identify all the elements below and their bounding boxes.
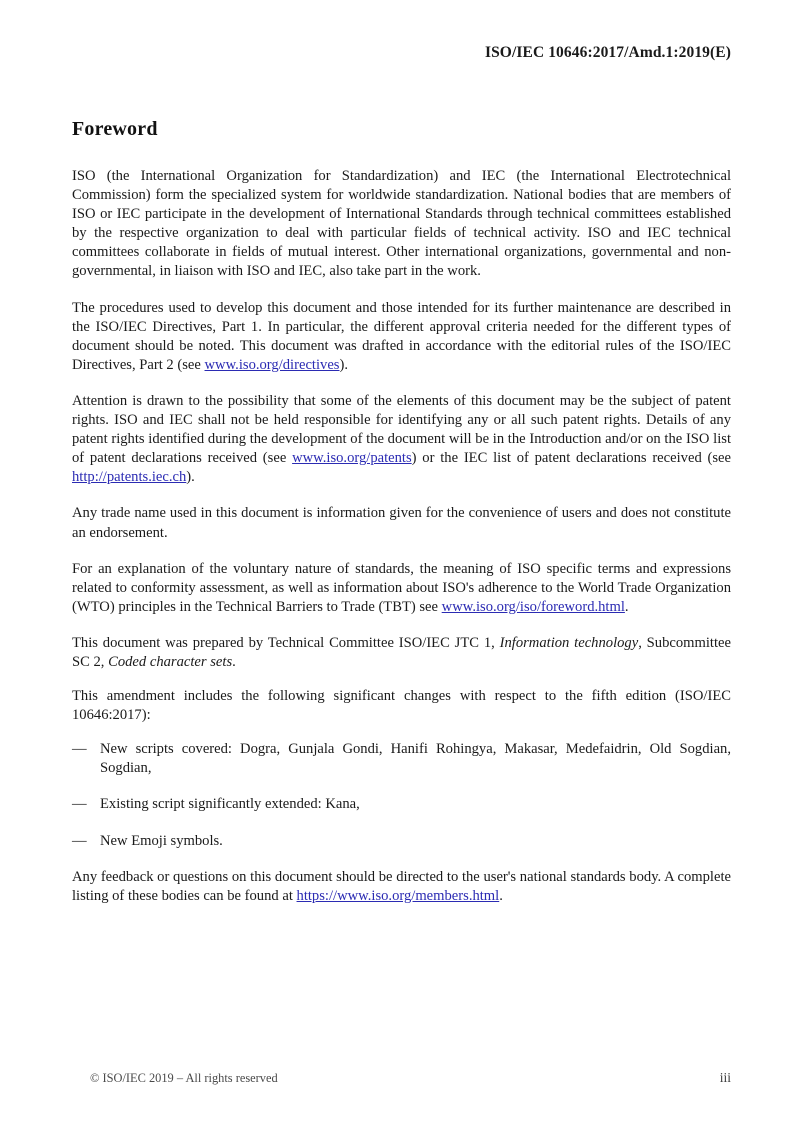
change-list bbox=[72, 740, 731, 850]
paragraph-patent-rights-text-b: ) or the IEC list of patent declarations received (see bbox=[411, 450, 731, 467]
footer-page-number: iii bbox=[719, 1070, 731, 1085]
paragraph-patent-rights-text-c: ). bbox=[186, 469, 195, 486]
list-item bbox=[72, 832, 731, 851]
em-dash-bullet-icon: — bbox=[72, 741, 87, 758]
page-footer bbox=[90, 1070, 731, 1086]
link-iec-patents[interactable]: http://patents.iec.ch bbox=[72, 469, 187, 486]
link-iso-members[interactable]: https://www.iso.org/members.html bbox=[296, 887, 500, 904]
link-iso-patents[interactable]: www.iso.org/patents bbox=[292, 450, 412, 467]
list-item-label: New Emoji symbols. bbox=[100, 832, 223, 849]
paragraph-trade-name: Any trade name used in this document is information given for the convenience of users and does not constitute an endorsement. bbox=[72, 505, 731, 541]
link-iso-directives[interactable]: www.iso.org/directives bbox=[204, 356, 340, 373]
paragraph-patent-rights bbox=[72, 392, 731, 487]
list-item bbox=[72, 795, 731, 814]
subcommittee-title-coded-character-sets: Coded character sets bbox=[108, 653, 233, 670]
paragraph-scope-of-iso-iec: ISO (the International Organization for Standardization) and IEC (the International Electrotechnical Commission) form the specialized system for worldwide standardization. National bodies that are members of ISO or IEC participate in the development of International Standards through technical committees established by the respective organization to deal with particular fields of technical activity. ISO and IEC technical committees collaborate in fields of mutual interest. Other international organizations, governmental and non-governmental, in liaison with ISO and IEC, also take part in the work. bbox=[72, 168, 731, 280]
list-item bbox=[72, 740, 731, 778]
paragraph-voluntary-nature-tail: . bbox=[624, 598, 629, 615]
paragraph-committee-text-b: , Subcommittee SC 2, bbox=[72, 634, 731, 670]
document-content bbox=[72, 118, 731, 923]
em-dash-bullet-icon: — bbox=[72, 832, 87, 849]
paragraph-procedures-tail: ). bbox=[339, 356, 349, 373]
paragraph-amendment-intro: This amendment includes the following significant changes with respect to the fifth edition (ISO/IEC 10646:2017): bbox=[72, 688, 731, 724]
paragraph-feedback bbox=[72, 868, 731, 906]
paragraph-procedures bbox=[72, 299, 731, 375]
list-item-label: Existing script significantly extended: Kana, bbox=[100, 796, 360, 813]
paragraph-committee bbox=[72, 634, 731, 672]
paragraph-voluntary-nature bbox=[72, 560, 731, 617]
paragraph-committee-text-a: This document was prepared by Technical Committee ISO/IEC JTC 1, bbox=[72, 634, 500, 651]
paragraph-committee-text-c: . bbox=[232, 653, 236, 670]
paragraph-patent-rights-text-a: Attention is drawn to the possibility that some of the elements of this document may be the subject of patent rights. ISO and IEC shall not be held responsible for identifying any or all such patent rights. Details of any patent rights identified during the development of the document will be in the Introduction and/or on the ISO list of patent declarations received (see bbox=[72, 392, 731, 467]
footer-copyright: © ISO/IEC 2019 – All rights reserved bbox=[90, 1071, 278, 1085]
paragraph-feedback-tail: . bbox=[499, 887, 503, 904]
paragraph-procedures-text: The procedures used to develop this document and those intended for its further maintenance are described in the ISO/IEC Directives, Part 1. In particular, the different approval criteria needed for the different types of document should be noted. This document was drafted in accordance with the editorial rules of the ISO/IEC Directives, Part 2 (see bbox=[72, 299, 731, 373]
page-header-standard-ref: ISO/IEC 10646:2017/Amd.1:2019(E) bbox=[484, 44, 731, 61]
list-item-label: New scripts covered: Dogra, Gunjala Gondi, Hanifi Rohingya, Makasar, Medefaidrin, Old Sogdian, Sogdian, bbox=[100, 741, 731, 777]
committee-title-information-technology: Information technology bbox=[499, 634, 639, 651]
paragraph-feedback-text: Any feedback or questions on this document should be directed to the user's national standards body. A complete listing of these bodies can be found at bbox=[72, 868, 731, 904]
link-iso-foreword[interactable]: www.iso.org/iso/foreword.html bbox=[441, 598, 625, 615]
paragraph-voluntary-nature-text: For an explanation of the voluntary nature of standards, the meaning of ISO specific terms and expressions related to conformity assessment, as well as information about ISO's adherence to the World Trade Organization (WTO) principles in the Technical Barriers to Trade (TBT) see bbox=[72, 560, 731, 615]
page-title: Foreword bbox=[72, 118, 158, 140]
em-dash-bullet-icon: — bbox=[72, 796, 87, 813]
